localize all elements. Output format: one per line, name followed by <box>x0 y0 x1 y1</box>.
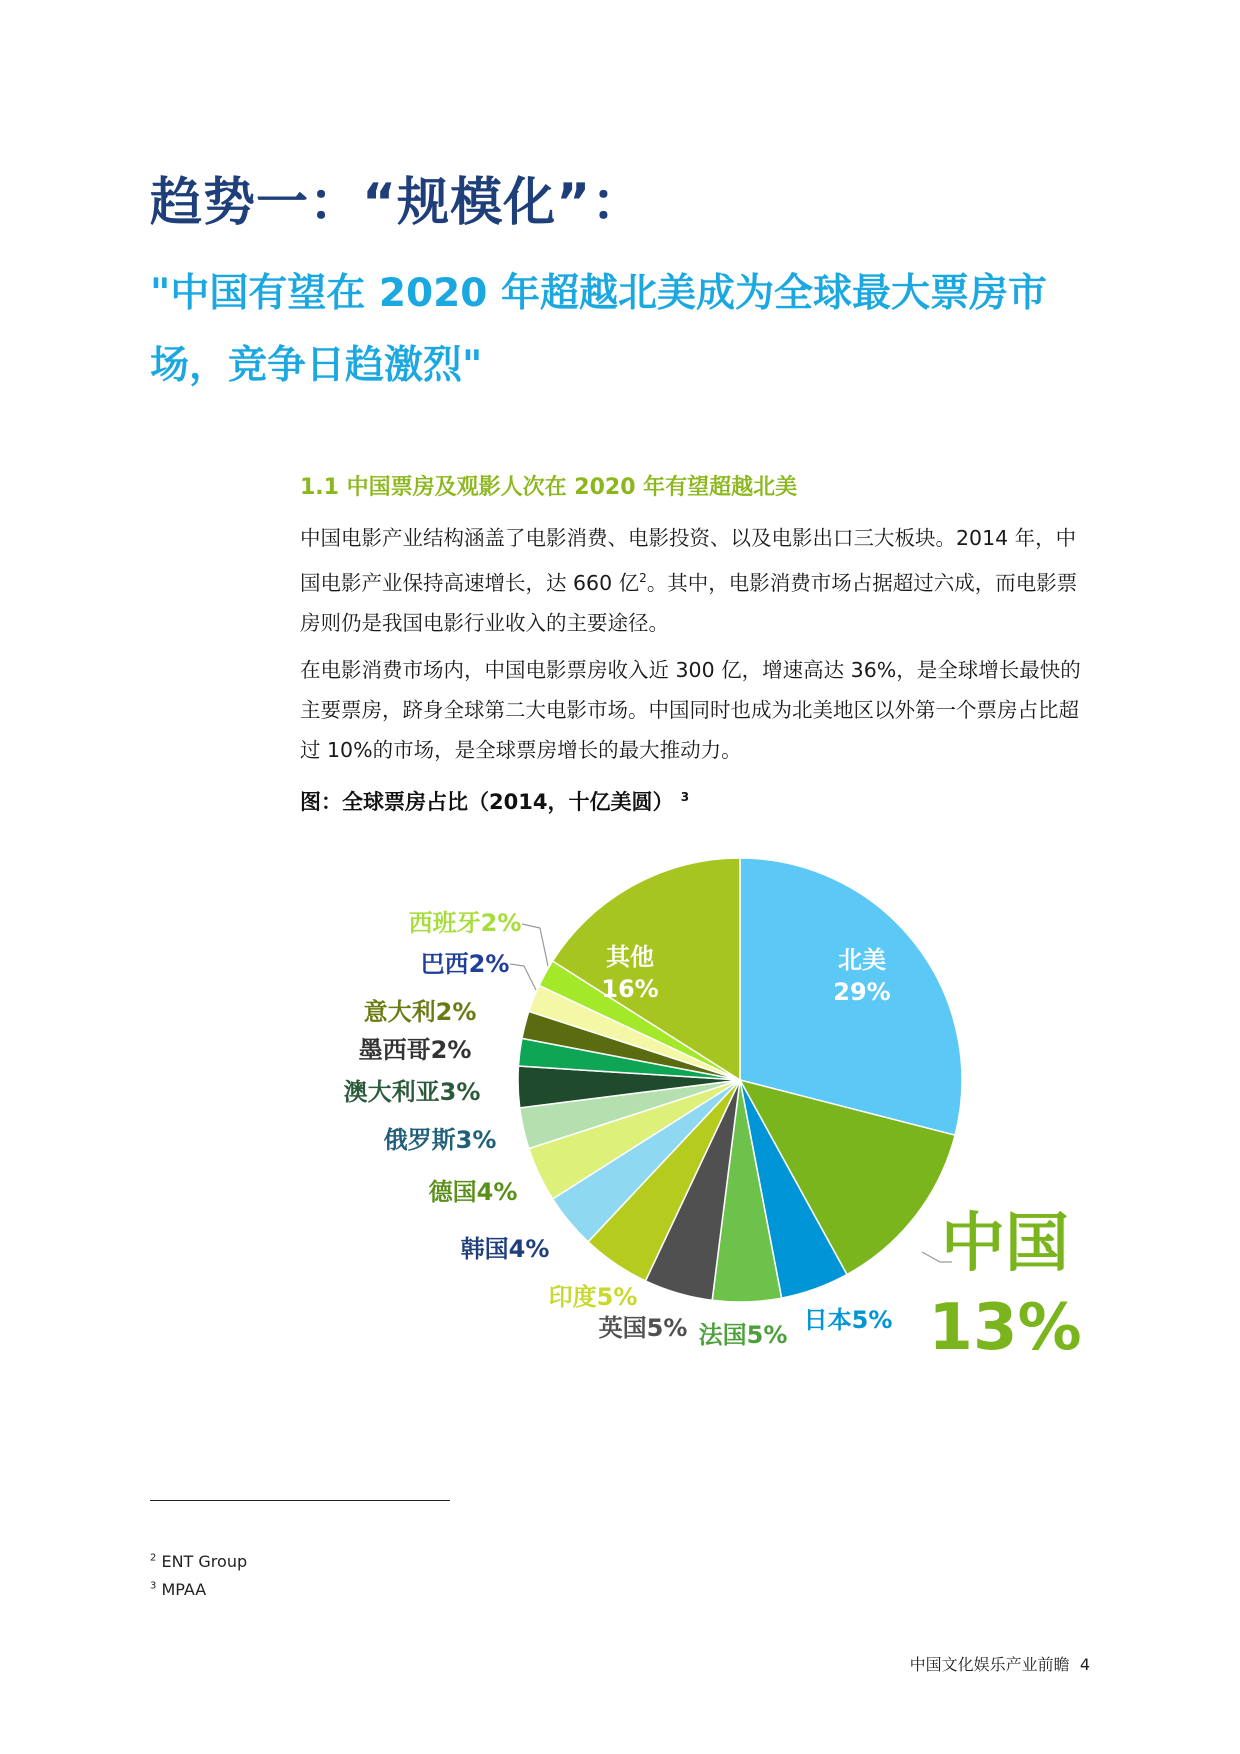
page-title: 趋势一：“规模化”： <box>150 173 645 233</box>
footer-title: 中国文化娱乐产业前瞻 <box>909 1655 1070 1674</box>
footnote-3-number: 3 <box>150 1580 157 1592</box>
slice-label-3: 法国5% <box>698 1321 788 1349</box>
leader-line-1 <box>510 964 536 990</box>
slice-label-1: 中国 <box>941 1207 1069 1281</box>
slice-label-4: 英国5% <box>598 1314 688 1342</box>
footnote-2-number: 2 <box>150 1552 157 1564</box>
slice-label-14: 其他 <box>606 943 654 971</box>
slice-label-10: 墨西哥2% <box>358 1036 472 1064</box>
slice-label-6: 韩国4% <box>460 1235 550 1263</box>
footnote-2-text: ENT Group <box>161 1552 248 1571</box>
body-paragraph-2: 在电影消费市场内，中国电影票房收入近 300 亿，增速高达 36%，是全球增长最快的主要票房，跻身全球第二大电影市场。中国同时也成为北美地区以外第一个票房占比超过 10%的市场，是全球票房增长的最大推动力。 <box>300 658 1081 762</box>
slice-label-12: 巴西2% <box>420 950 510 978</box>
leader-line-0 <box>522 924 548 966</box>
footnote-3 <box>150 1580 206 1599</box>
footnote-divider <box>150 1500 450 1501</box>
slice-label-7: 德国4% <box>428 1178 518 1206</box>
caption-text: 图：全球票房占比（2014，十亿美圆） <box>300 790 674 814</box>
slice-label-8: 俄罗斯3% <box>383 1126 497 1154</box>
paragraph-1-text-a: 中国电影产业结构涵盖了电影消费、电影投资、以及电影出口三大板块。2014 年，中国电影产业保持高速增长，达 660 亿 <box>300 526 1077 595</box>
slice-label-2: 日本5% <box>803 1306 893 1334</box>
slice-label-9: 澳大利亚3% <box>343 1078 481 1106</box>
slice-label-0: 北美 <box>838 946 886 974</box>
slice-label-13: 西班牙2% <box>408 909 522 937</box>
footnote-ref-3[interactable]: 3 <box>680 790 690 804</box>
slice-value-0: 29% <box>833 978 891 1006</box>
slice-label-5: 印度5% <box>548 1283 638 1311</box>
footnote-ref-2[interactable]: 2 <box>639 571 647 585</box>
page-number: 4 <box>1079 1655 1090 1674</box>
slice-value-14: 16% <box>601 975 659 1003</box>
page-footer <box>910 1652 1090 1675</box>
footnote-2 <box>150 1552 247 1571</box>
paragraph-1-text-b: 。其中，电影消费市场占据超过六成，而电影票房则仍是我国电影行业收入的主要途径。 <box>300 570 1078 635</box>
section-title: 1.1 中国票房及观影人次在 2020 年有望超越北美 <box>300 475 798 500</box>
slice-value-1: 13% <box>928 1291 1082 1365</box>
page-subtitle: "中国有望在 2020 年超越北美成为全球最大票房市场，竞争日趋激烈" <box>150 271 1048 388</box>
footnote-3-text: MPAA <box>161 1580 207 1599</box>
slice-label-11: 意大利2% <box>363 998 477 1026</box>
